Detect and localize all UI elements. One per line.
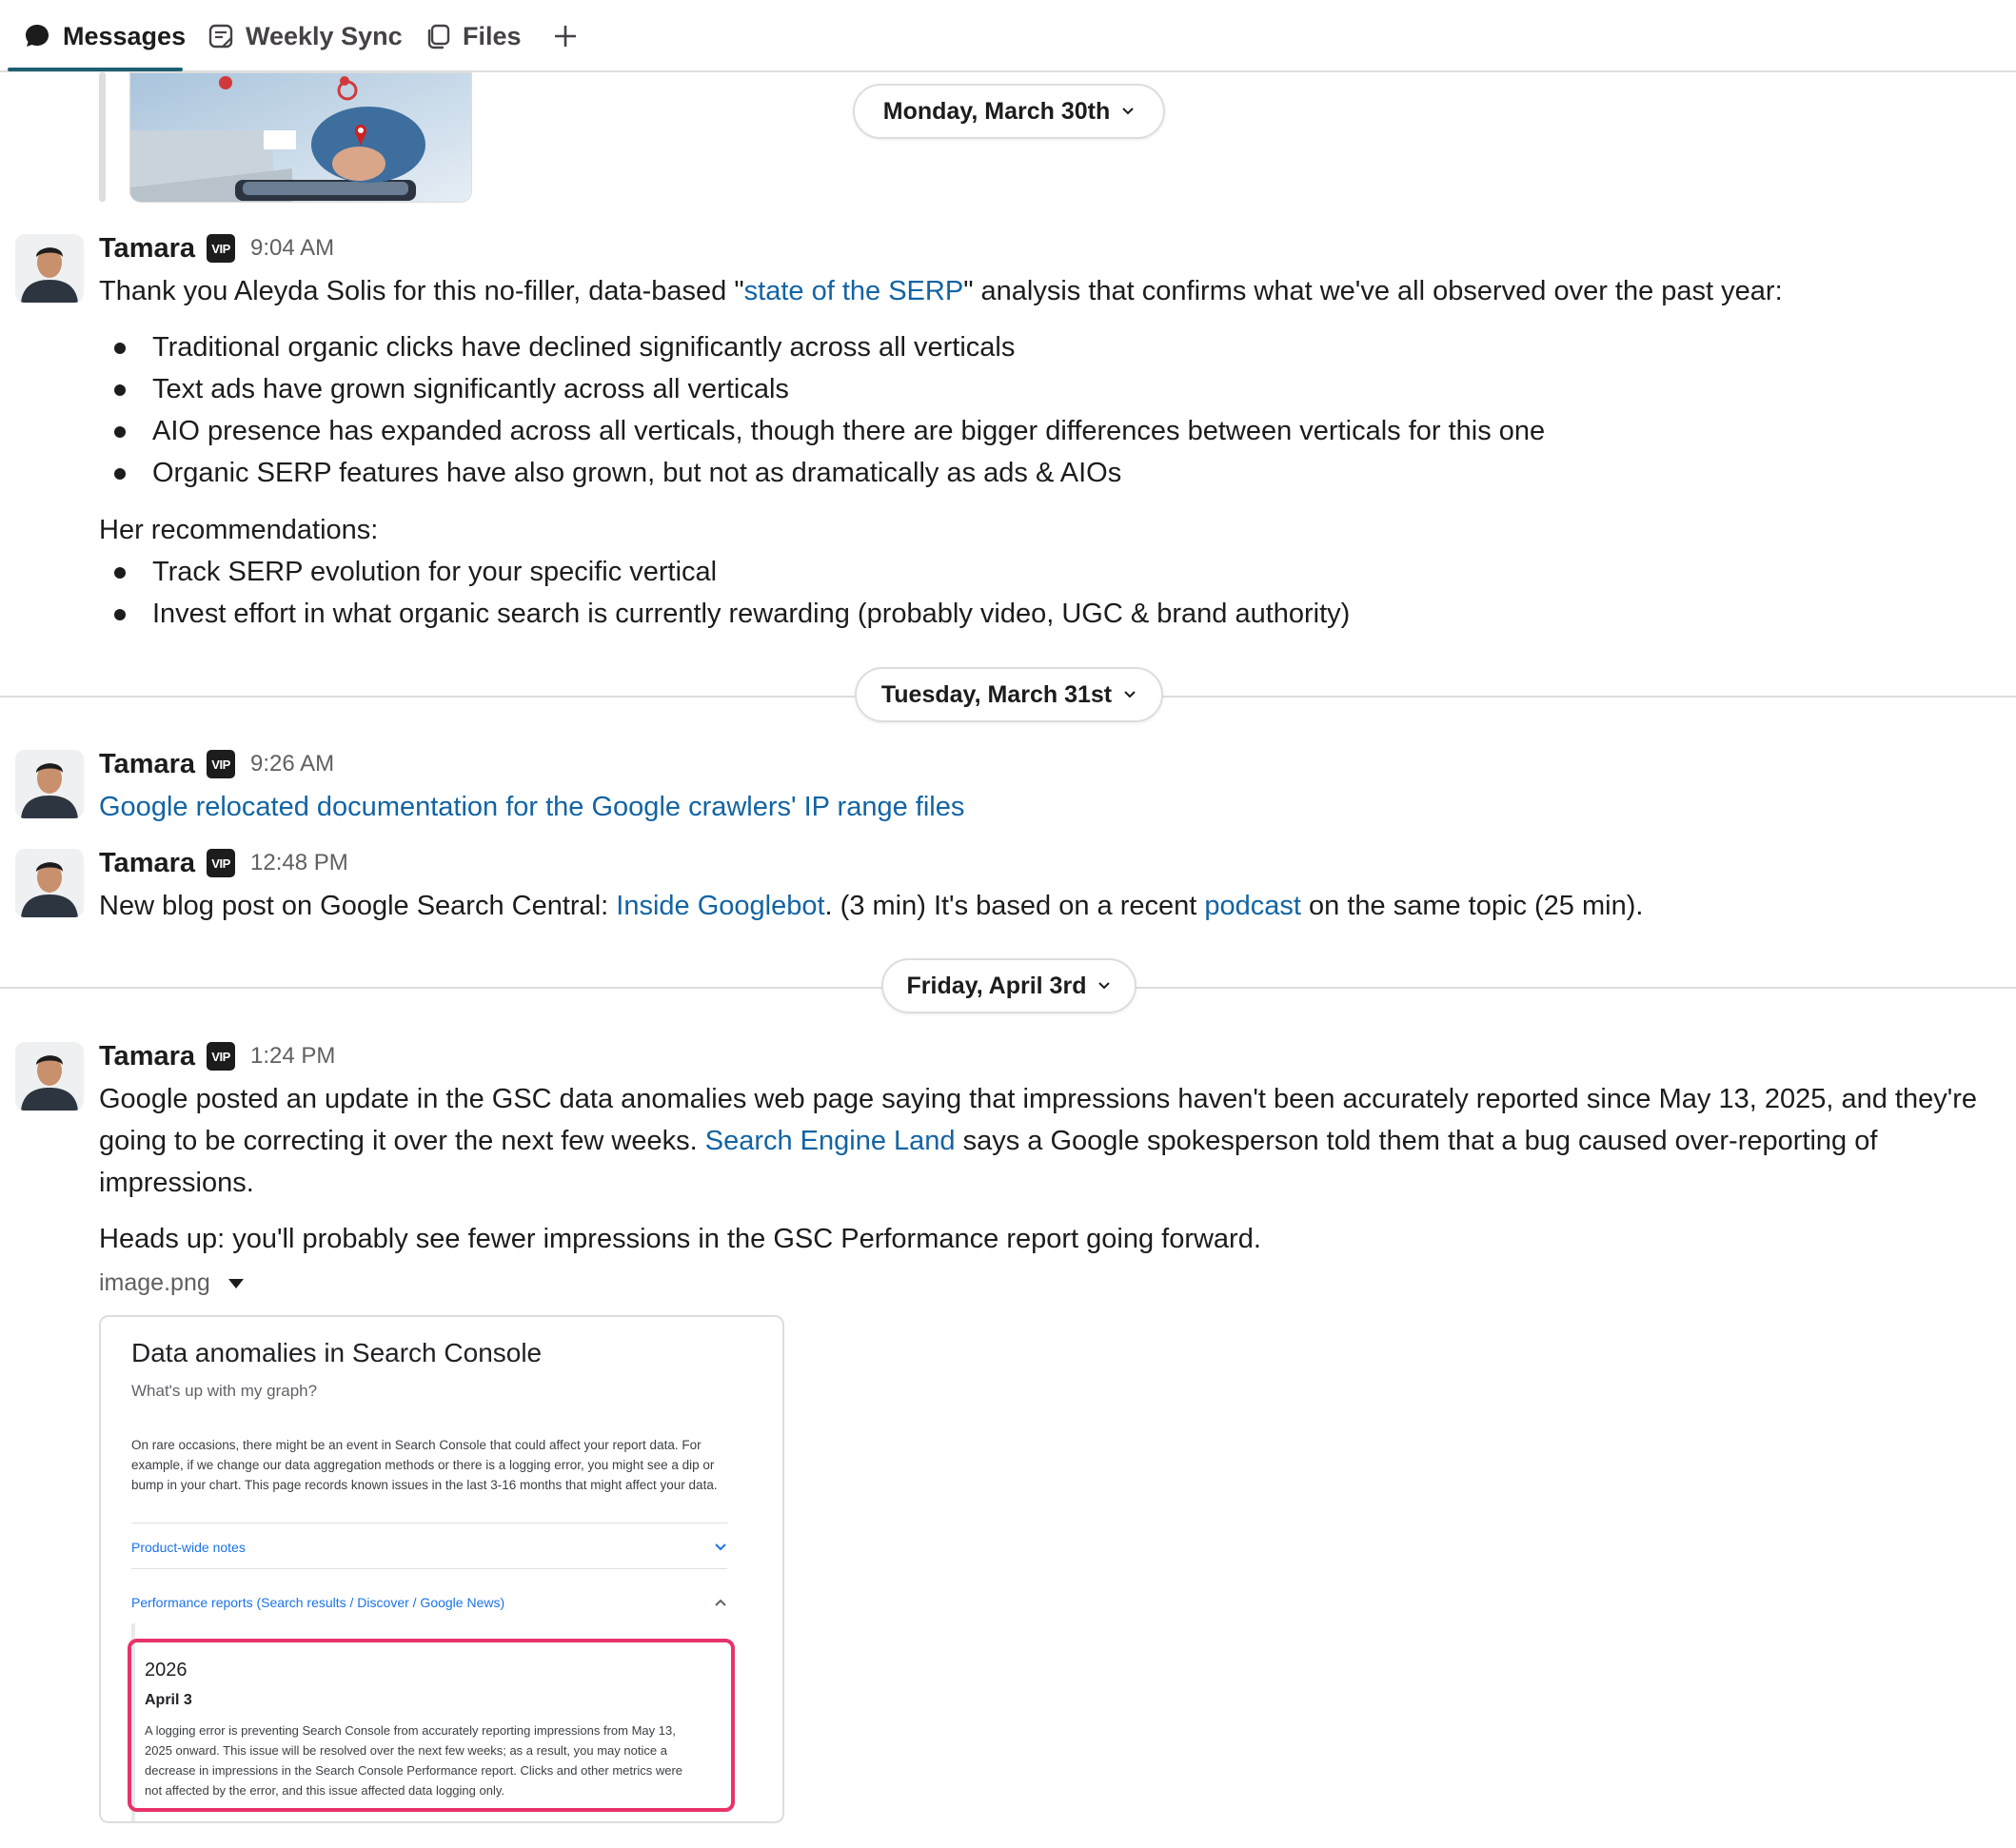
message-body-p2: Heads up: you'll probably see fewer impressions in the GSC Performance report going forward. [99,1224,1261,1254]
text: . (3 min) It's based on a recent [824,891,1205,921]
text: says a Google spokesperson told them that a bug caused over-reporting of impressions. [99,1126,1878,1198]
date-divider-button[interactable] [855,667,1163,722]
vip-badge: VIP [207,750,235,778]
avatar[interactable] [15,1042,84,1111]
tab-label: Files [463,21,522,50]
text: New blog post on Google Search Central: [99,891,617,921]
accordion-performance-reports [131,1595,727,1610]
accordion-label: Performance reports (Search results / Discover / Google News) [131,1595,505,1610]
active-tab-indicator [8,68,183,71]
message-body [99,1078,2003,1204]
list-item: Invest effort in what organic search is currently rewarding (probably video, UGC & brand authority) [99,593,1350,635]
avatar[interactable] [15,750,84,818]
list-item: Track SERP evolution for your specific vertical [99,551,1350,593]
text: " analysis that confirms what we've all observed over the past year: [963,276,1783,306]
vip-badge: VIP [207,234,235,263]
list-item: Organic SERP features have also grown, but not as dramatically as ads & AIOs [99,452,1545,494]
attachment-rail [99,72,106,202]
message-header [99,844,348,882]
message-body [99,270,1783,312]
tab-label: Weekly Sync [246,21,403,50]
tab-messages[interactable] [23,0,186,72]
files-icon [425,23,451,49]
highlighted-anomaly-box [128,1639,735,1812]
chevron-down-icon [1121,107,1135,116]
inside-googlebot-link[interactable]: Inside Googlebot [616,891,825,921]
tab-label: Messages [63,21,187,50]
state-of-the-serp-link[interactable]: state of the SERP [743,276,964,306]
separator [131,1568,727,1569]
anomaly-date: April 3 [145,1692,192,1708]
attachment-title: Data anomalies in Search Console [131,1338,543,1367]
vip-badge: VIP [207,1042,235,1071]
separator [131,1523,727,1524]
author-name[interactable]: Tamara [99,1040,196,1071]
file-name-toggle[interactable] [99,1269,245,1297]
podcast-link[interactable]: podcast [1204,891,1301,921]
vip-badge: VIP [207,849,235,877]
search-engine-land-link[interactable]: Search Engine Land [704,1126,956,1156]
date-label: Tuesday, March 31st [880,680,1113,708]
tab-bar [0,0,2016,72]
message-body [99,885,1643,927]
chevron-down-icon [1097,981,1111,991]
caret-down-icon [227,1278,245,1289]
canvas-icon [208,23,234,49]
file-name: image.png [99,1269,210,1296]
author-name[interactable]: Tamara [99,847,196,878]
chevron-down-icon [714,1540,727,1555]
timestamp[interactable]: 9:04 AM [250,235,335,261]
anomaly-year: 2026 [145,1660,188,1681]
date-label: Friday, April 3rd [906,972,1087,999]
timestamp[interactable]: 1:24 PM [250,1043,336,1069]
accordion-product-wide [131,1540,727,1555]
text: Google posted an update in the GSC data anomalies web page saying that impressions haven't been accurately reported since May 13, 2025, and they're going to be correcting it over the next few weeks. [99,1084,1978,1156]
author-name[interactable]: Tamara [99,748,196,779]
list-item: AIO presence has expanded across all verticals, though there are bigger differences between verticals for this one [99,410,1545,452]
chat-bubble-icon [23,22,51,50]
message-header [99,745,334,783]
laptop-thumbnail-image[interactable] [129,72,472,203]
accordion-label: Product-wide notes [131,1540,246,1555]
timestamp[interactable]: 9:26 AM [250,751,335,777]
attachment-body: On rare occasions, there might be an event in Search Console that could affect your report data. For example, if we change our data aggregation methods or there is a logging error, you might see a dip or bump in your chart. This page records known issues in the last 3-16 months that might affect your data. [131,1438,718,1492]
list-item: Traditional organic clicks have declined significantly across all verticals [99,326,1545,368]
chevron-up-icon [714,1595,727,1610]
timestamp[interactable]: 12:48 PM [250,850,348,875]
text: on the same topic (25 min). [1300,891,1644,921]
date-label: Monday, March 30th [882,97,1111,125]
message-header [99,229,334,267]
recommendations-heading: Her recommendations: [99,515,379,545]
date-divider-button[interactable] [853,84,1165,139]
message-body [99,786,964,828]
avatar[interactable] [15,849,84,917]
image-attachment[interactable] [99,1315,784,1823]
attachment-subtitle: What's up with my graph? [131,1382,318,1400]
text: Thank you Aleyda Solis for this no-filler, data-based " [99,276,744,306]
tab-weekly-sync[interactable] [208,0,403,72]
list-item: Text ads have grown significantly across all verticals [99,368,1545,410]
bullet-list [99,551,1350,635]
message-header [99,1037,335,1075]
chevron-down-icon [1123,690,1136,699]
anomaly-note: A logging error is preventing Search Console from accurately reporting impressions from May 13, 2025 onward. This issue will be resolved over the next few weeks; as a result, you may notice a decrease in impressions in the Search Console Performance report. Clicks and other metrics were not affected by the error, and this issue affected data logging only. [145,1723,683,1798]
plus-icon [553,24,578,49]
bullet-list [99,326,1545,494]
author-name[interactable]: Tamara [99,232,196,264]
date-divider-button[interactable] [881,958,1136,1013]
tab-files[interactable] [425,0,522,72]
add-tab-button[interactable] [548,19,583,53]
avatar[interactable] [15,234,84,303]
crawlers-ip-ranges-link[interactable]: Google relocated documentation for the Google crawlers' IP range files [99,792,965,822]
